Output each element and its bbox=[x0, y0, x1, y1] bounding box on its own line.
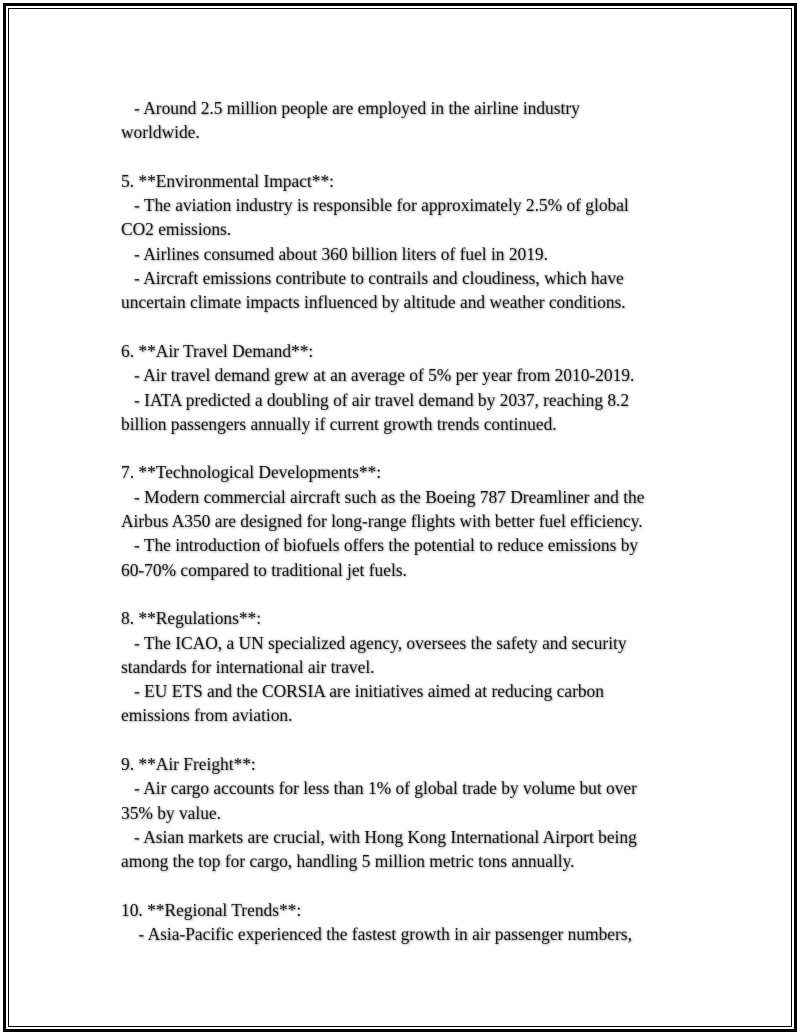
text-line: 35% by value. bbox=[121, 802, 221, 823]
blank-line bbox=[121, 436, 691, 460]
text-line: standards for international air travel. bbox=[121, 656, 375, 677]
blank-line bbox=[121, 874, 691, 898]
text-line: - Asian markets are crucial, with Hong Kong International Airport being bbox=[121, 826, 637, 847]
document-body bbox=[121, 96, 691, 946]
text-line: - EU ETS and the CORSIA are initiatives aimed at reducing carbon bbox=[121, 681, 604, 702]
text-line: 5. **Environmental Impact**: bbox=[121, 170, 334, 191]
text-line: - Airlines consumed about 360 billion liters of fuel in 2019. bbox=[121, 243, 548, 264]
text-line: 7. **Technological Developments**: bbox=[121, 462, 382, 483]
text-line: 60-70% compared to traditional jet fuels. bbox=[121, 559, 407, 580]
text-line: - The introduction of biofuels offers the potential to reduce emissions by bbox=[121, 535, 639, 556]
text-line: - Modern commercial aircraft such as the Boeing 787 Dreamliner and the bbox=[121, 486, 645, 507]
text-line: 9. **Air Freight**: bbox=[121, 754, 256, 775]
text-line: - Asia-Pacific experienced the fastest growth in air passenger numbers, bbox=[121, 924, 632, 945]
text-line: among the top for cargo, handling 5 million metric tons annually. bbox=[121, 851, 575, 872]
text-line: 6. **Air Travel Demand**: bbox=[121, 340, 314, 361]
text-line: - The ICAO, a UN specialized agency, oversees the safety and security bbox=[121, 632, 627, 653]
text-line: billion passengers annually if current growth trends continued. bbox=[121, 413, 557, 434]
text-line: worldwide. bbox=[121, 122, 200, 143]
text-line: - IATA predicted a doubling of air travel demand by 2037, reaching 8.2 bbox=[121, 389, 630, 410]
text-line: CO2 emissions. bbox=[121, 219, 232, 240]
text-line: - Air travel demand grew at an average of 5% per year from 2010-2019. bbox=[121, 365, 635, 386]
text-line: - Air cargo accounts for less than 1% of global trade by volume but over bbox=[121, 778, 637, 799]
blank-line bbox=[121, 315, 691, 339]
blank-line bbox=[121, 728, 691, 752]
text-line: - The aviation industry is responsible for approximately 2.5% of global bbox=[121, 195, 629, 216]
text-line: 10. **Regional Trends**: bbox=[121, 899, 302, 920]
text-line: - Around 2.5 million people are employed in the airline industry bbox=[121, 98, 580, 118]
text-line: 8. **Regulations**: bbox=[121, 608, 262, 629]
text-line: Airbus A350 are designed for long-range flights with better fuel efficiency. bbox=[121, 511, 643, 532]
text-line: uncertain climate impacts influenced by altitude and weather conditions. bbox=[121, 292, 626, 313]
text-line: emissions from aviation. bbox=[121, 705, 293, 726]
blank-line bbox=[121, 145, 691, 169]
page-frame bbox=[3, 3, 797, 1032]
text-line: - Aircraft emissions contribute to contrails and cloudiness, which have bbox=[121, 268, 624, 289]
blank-line bbox=[121, 582, 691, 606]
